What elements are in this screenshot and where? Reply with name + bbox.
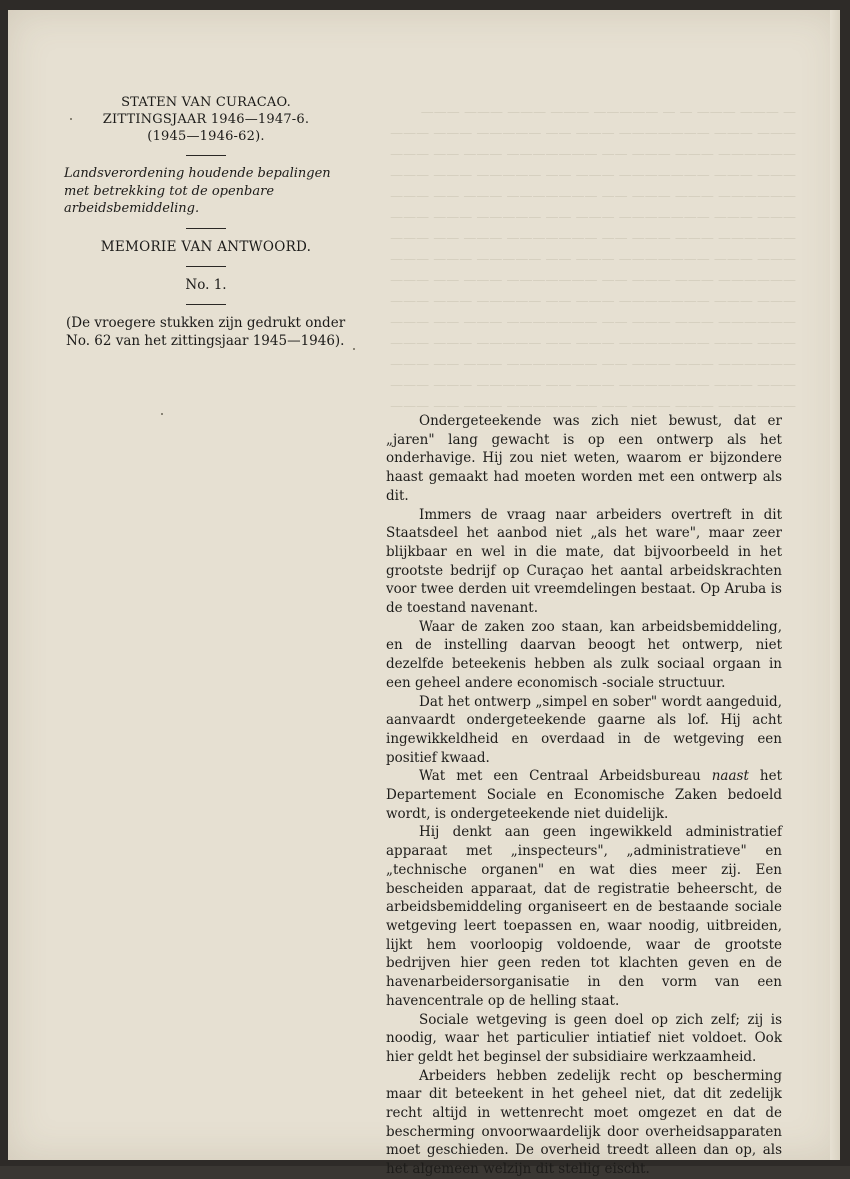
paragraph: Ondergeteekende was zich niet bewust, dat er „jaren" lang gewacht is op een ontwerp als het onderhavige. Hij zou niet weten, waarom er bijzondere haast gemaakt had moeten worden met een ontwerp als dit. (386, 413, 782, 504)
paragraph: Dat het ontwerp „simpel en sober" wordt aangeduid, aanvaardt ondergeteekende gaarne als lof. Hij acht ingewikkeldheid en overdaad in de wetgeving een positief kwaad. (386, 693, 782, 766)
body-text (386, 412, 782, 1179)
paragraph-text: het Departement Sociale en Economische Zaken bedoeld wordt, is ondergeteekende niet duidelijk. (386, 768, 783, 822)
document-header-block (56, 94, 356, 350)
divider-rule (186, 155, 226, 156)
paragraph: Arbeiders hebben zedelijk recht op bescherming maar dit beteekent in het geheel niet, dat dit zedelijk recht altijd in wettenrecht moet omgezet en dat de bescherming onvoorwaardelijk door overheidsapparaten moet geschieden. De overheid treedt alleen dan op, als het algemeen welzijn dit stellig eischt. (386, 1067, 782, 1178)
paragraph: Immers de vraag naar arbeiders overtreft in dit Staatsdeel het aanbod niet „als het ware", maar zeer blijkbaar en wel in die mate, dat bijvoorbeeld in het grootste bedrijf op Curaçao het aantal arbeidskrachten voor twee derden uit vreemdelingen bestaat. Op Aruba is de toestand navenant. (386, 506, 782, 617)
paragraph (386, 767, 782, 823)
emphasized-word: naast (711, 768, 749, 785)
bleed-through-texture: — ——— ——— — — ————— ——— ——— ——— ——— ——— ——— ——————— ——— —— ————— ——— ——— —————— ——— ——— —— ——————— ——— —— ——— ——— ——— ——————— ——— —— ————— ——— ——— —————— ——— ——— —— ——————— ——— —— ——— ——— ——— ——————— ——— —— ————— ——— ——— —————— ——— ——— —— ——————— ——— —— ——— ——— ——— ——————— ——— —— ————— ——— ——— —————— ——— ——— —— ——————— ——— —— ——— ——— ——— ——————— ——— —— ————— ——— ——— —————— ——— ——— —— ——————— ——— —— ——— ——— ——— ——————— ——— —— ————— ——— ——— —————— ——— ——— —— ——————— ——— —— ——— ——— ——— ——————— ——— —— ————— ——— ——— —————— ——— ——— —— ——————— ——— —— ——— (390, 105, 796, 414)
header-line-2: ZITTINGSJAAR 1946—1947-6. (102, 112, 310, 127)
paragraph: Sociale wetgeving is geen doel op zich zelf; zij is noodig, waar het particulier intiatief niet voldoet. Ook hier geldt het beginsel der subsidiaire werkzaamheid. (386, 1011, 782, 1065)
paragraph: Hij denkt aan geen ingewikkeld administratief apparaat met „inspecteurs", „administratieve" en „technische organen" en wat dies meer zij. Een bescheiden apparaat, dat de registratie beheerscht, de arbeidsbemiddeling organiseert en de bestaande sociale wetgeving leert toepassen en, waar noodig, uitbreiden, lijkt hem voorloopig voldoende, waar de grootste bedrijven hier geen reden tot klachten geven en de havenarbeidersorganisatie in den vorm van een havencentrale op de helling staat. (386, 824, 782, 1009)
header-line-3: (1945—1946-62). (147, 129, 265, 144)
divider-rule (186, 266, 226, 267)
paragraph-text: Wat met een Centraal Arbeidsbureau (419, 768, 712, 785)
divider-rule (186, 304, 226, 305)
reference-note: (De vroegere stukken zijn gedrukt onder No. 62 van het zittingsjaar 1945—1946). (66, 314, 346, 349)
paragraph: Waar de zaken zoo staan, kan arbeidsbemiddeling, en de instelling daarvan beoogt het ontwerp, niet dezelfde beteekenis hebben als zulk sociaal orgaan in een geheel andere economisch -sociale structuur. (386, 618, 782, 691)
header-line-1: STATEN VAN CURACAO. (121, 95, 291, 110)
scan-speck (353, 348, 355, 350)
subject-title: Landsverordening houdende bepalingen met betrekking tot de openbare arbeidsbemiddeling. (64, 166, 331, 216)
scan-speck (70, 118, 72, 120)
memo-title: MEMORIE VAN ANTWOORD. (100, 238, 312, 255)
scan-speck (161, 413, 163, 415)
divider-rule (186, 228, 226, 229)
document-number: No. 1. (185, 276, 227, 293)
page-edge (830, 10, 840, 1160)
document-page (8, 10, 840, 1178)
